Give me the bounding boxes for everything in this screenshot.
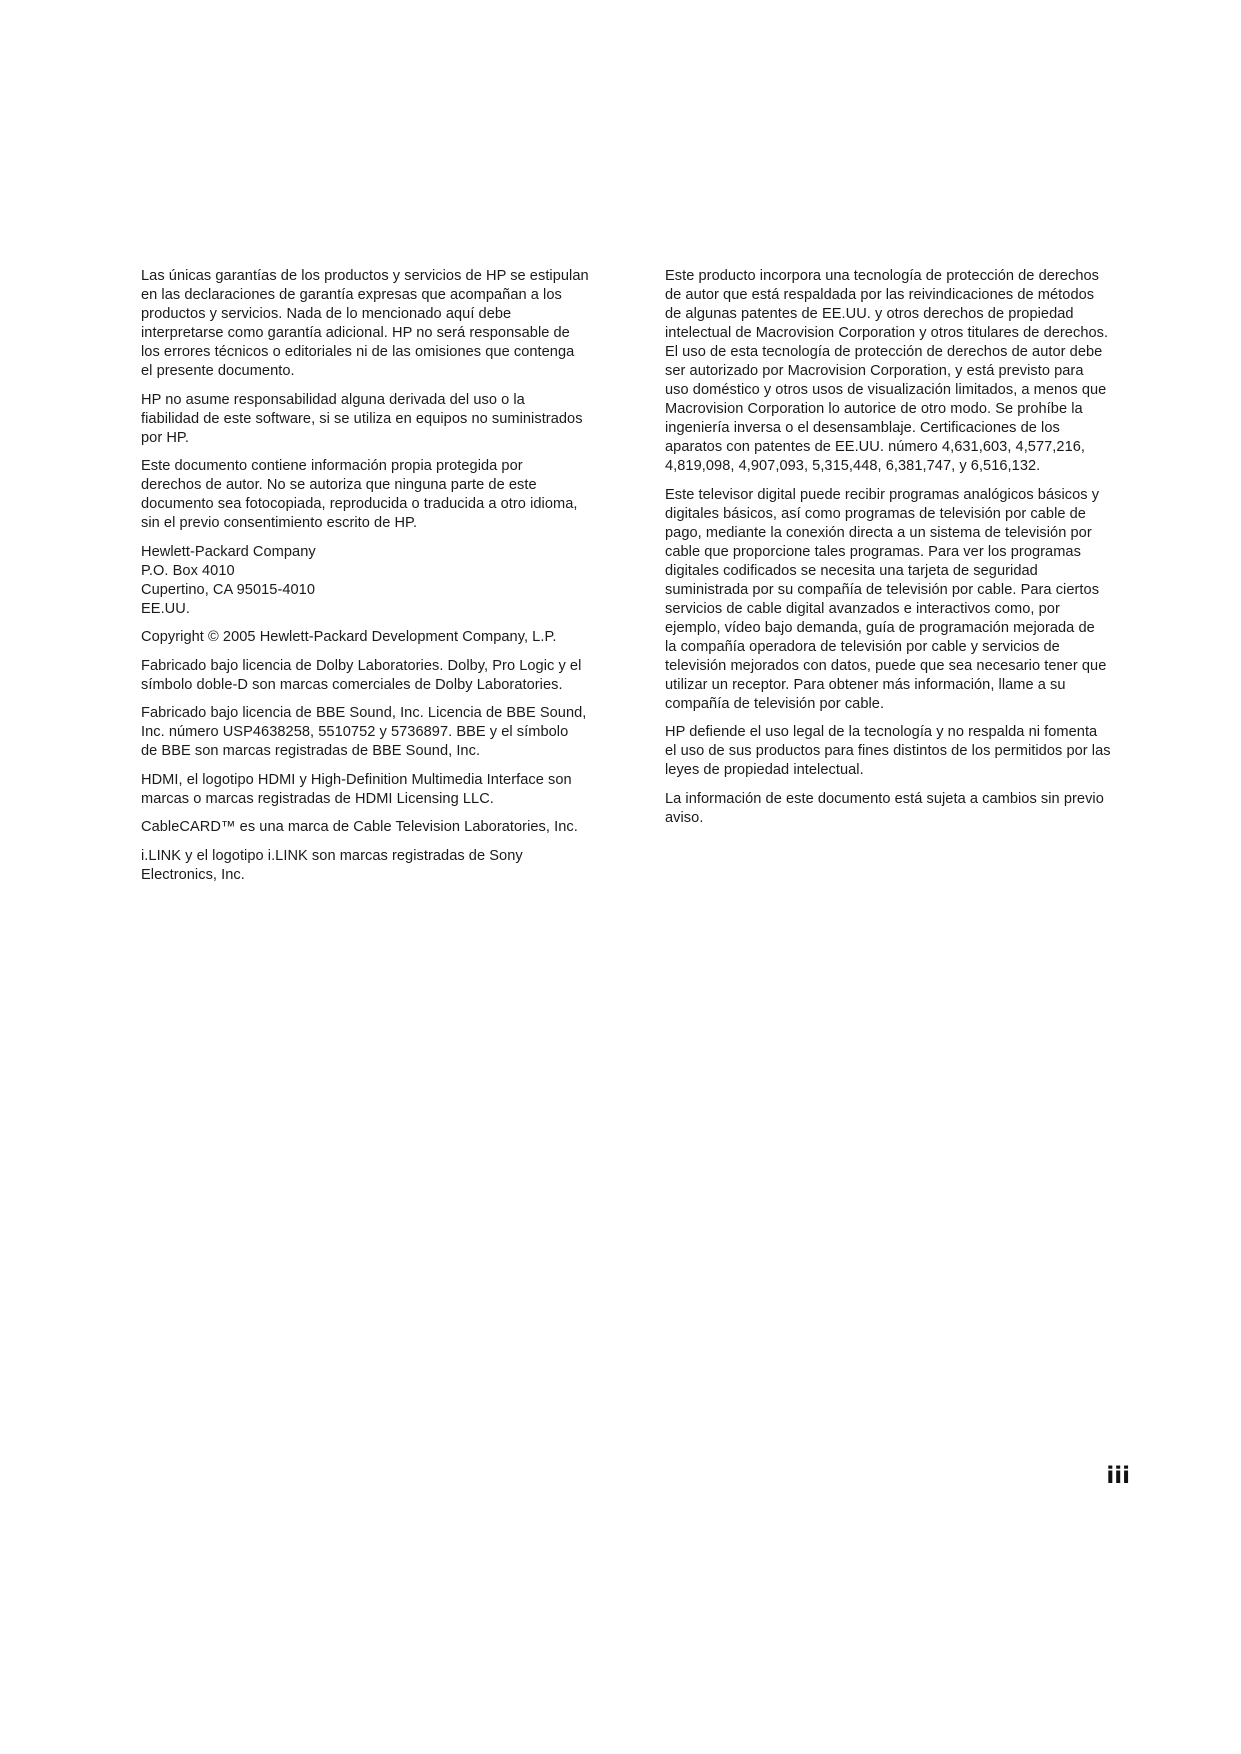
cablecard-trademark-paragraph: CableCARD™ es una marca de Cable Television Laboratories, Inc. bbox=[141, 819, 578, 835]
hdmi-trademark-paragraph: HDMI, el logotipo HDMI y High-Definition Multimedia Interface son marcas o marcas registradas de HDMI Licensing LLC. bbox=[141, 771, 572, 807]
company-address: Hewlett-Packard Company P.O. Box 4010 Cupertino, CA 95015-4010 EE.UU. bbox=[141, 543, 316, 617]
software-liability-paragraph: HP no asume responsabilidad alguna derivada del uso o la fiabilidad de este software, si se utiliza en equipos no suministrados por HP. bbox=[141, 391, 583, 446]
ilink-trademark-paragraph: i.LINK y el logotipo i.LINK son marcas registradas de Sony Electronics, Inc. bbox=[141, 847, 523, 883]
subject-to-change-paragraph: La información de este documento está sujeta a cambios sin previo aviso. bbox=[665, 790, 1104, 826]
macrovision-paragraph: Este producto incorpora una tecnología de protección de derechos de autor que está respaldada por las reivindicaciones de métodos de algunas patentes de EE.UU. y otros derechos de propiedad intelectual de Macrovision Corporation y otros titulares de derechos. El uso de esta tecnología de protección de derechos de autor debe ser autorizado por Macrovision Corporation, y está previsto para uso doméstico y otros usos de visualización limitados, a menos que Macrovision Corporation lo autorice de otro modo. Se prohíbe la ingeniería inversa o el desensamblaje. Certificaciones de los aparatos con patentes de EE.UU. número 4,631,603, 4,577,216, 4,819,098, 4,907,093, 5,315,448, 6,381,747, y 6,516,132. bbox=[665, 268, 1109, 474]
digital-tv-paragraph: Este televisor digital puede recibir programas analógicos básicos y digitales básicos, así como programas de televisión por cable de pago, mediante la conexión directa a un sistema de televisión por cable que proporcione tales programas. Para ver los programas digitales codificados se necesita una tarjeta de seguridad suministrada por su compañía de televisión por cable. Para ciertos servicios de cable digital avanzados e interactivos como, por ejemplo, vídeo bajo demanda, guía de programación mejorada de la compañía operadora de televisión por cable y servicios de televisión mejorados con datos, puede que sea necesario tener que utilizar un receptor. Para obtener más información, llame a su compañía de televisión por cable. bbox=[665, 486, 1107, 712]
warranty-paragraph: Las únicas garantías de los productos y servicios de HP se estipulan en las declaraciones de garantía expresas que acompañan a los productos y servicios. Nada de lo mencionado aquí debe interpretarse como garantía adicional. HP no será responsable de los errores técnicos o editoriales ni de las omisiones que contenga el presente documento. bbox=[141, 268, 589, 379]
copyright-line: Copyright © 2005 Hewlett-Packard Development Company, L.P. bbox=[141, 629, 557, 645]
dolby-trademark-paragraph: Fabricado bajo licencia de Dolby Laboratories. Dolby, Pro Logic y el símbolo doble-D son marcas comerciales de Dolby Laboratories. bbox=[141, 657, 582, 693]
legal-use-paragraph: HP defiende el uso legal de la tecnología y no respalda ni fomenta el uso de sus productos para fines distintos de los permitidos por las leyes de propiedad intelectual. bbox=[665, 724, 1111, 778]
left-column bbox=[141, 267, 601, 894]
copyright-notice-paragraph: Este documento contiene información propia protegida por derechos de autor. No se autoriza que ninguna parte de este documento sea fotocopiada, reproducida o traducida a otro idioma, sin el previo consentimiento escrito de HP. bbox=[141, 458, 578, 531]
right-column bbox=[665, 267, 1127, 837]
page-number: iii bbox=[1106, 1463, 1130, 1489]
bbe-trademark-paragraph: Fabricado bajo licencia de BBE Sound, Inc. Licencia de BBE Sound, Inc. número USP4638258, 5510752 y 5736897. BBE y el símbolo de BBE son marcas registradas de BBE Sound, Inc. bbox=[141, 705, 587, 759]
